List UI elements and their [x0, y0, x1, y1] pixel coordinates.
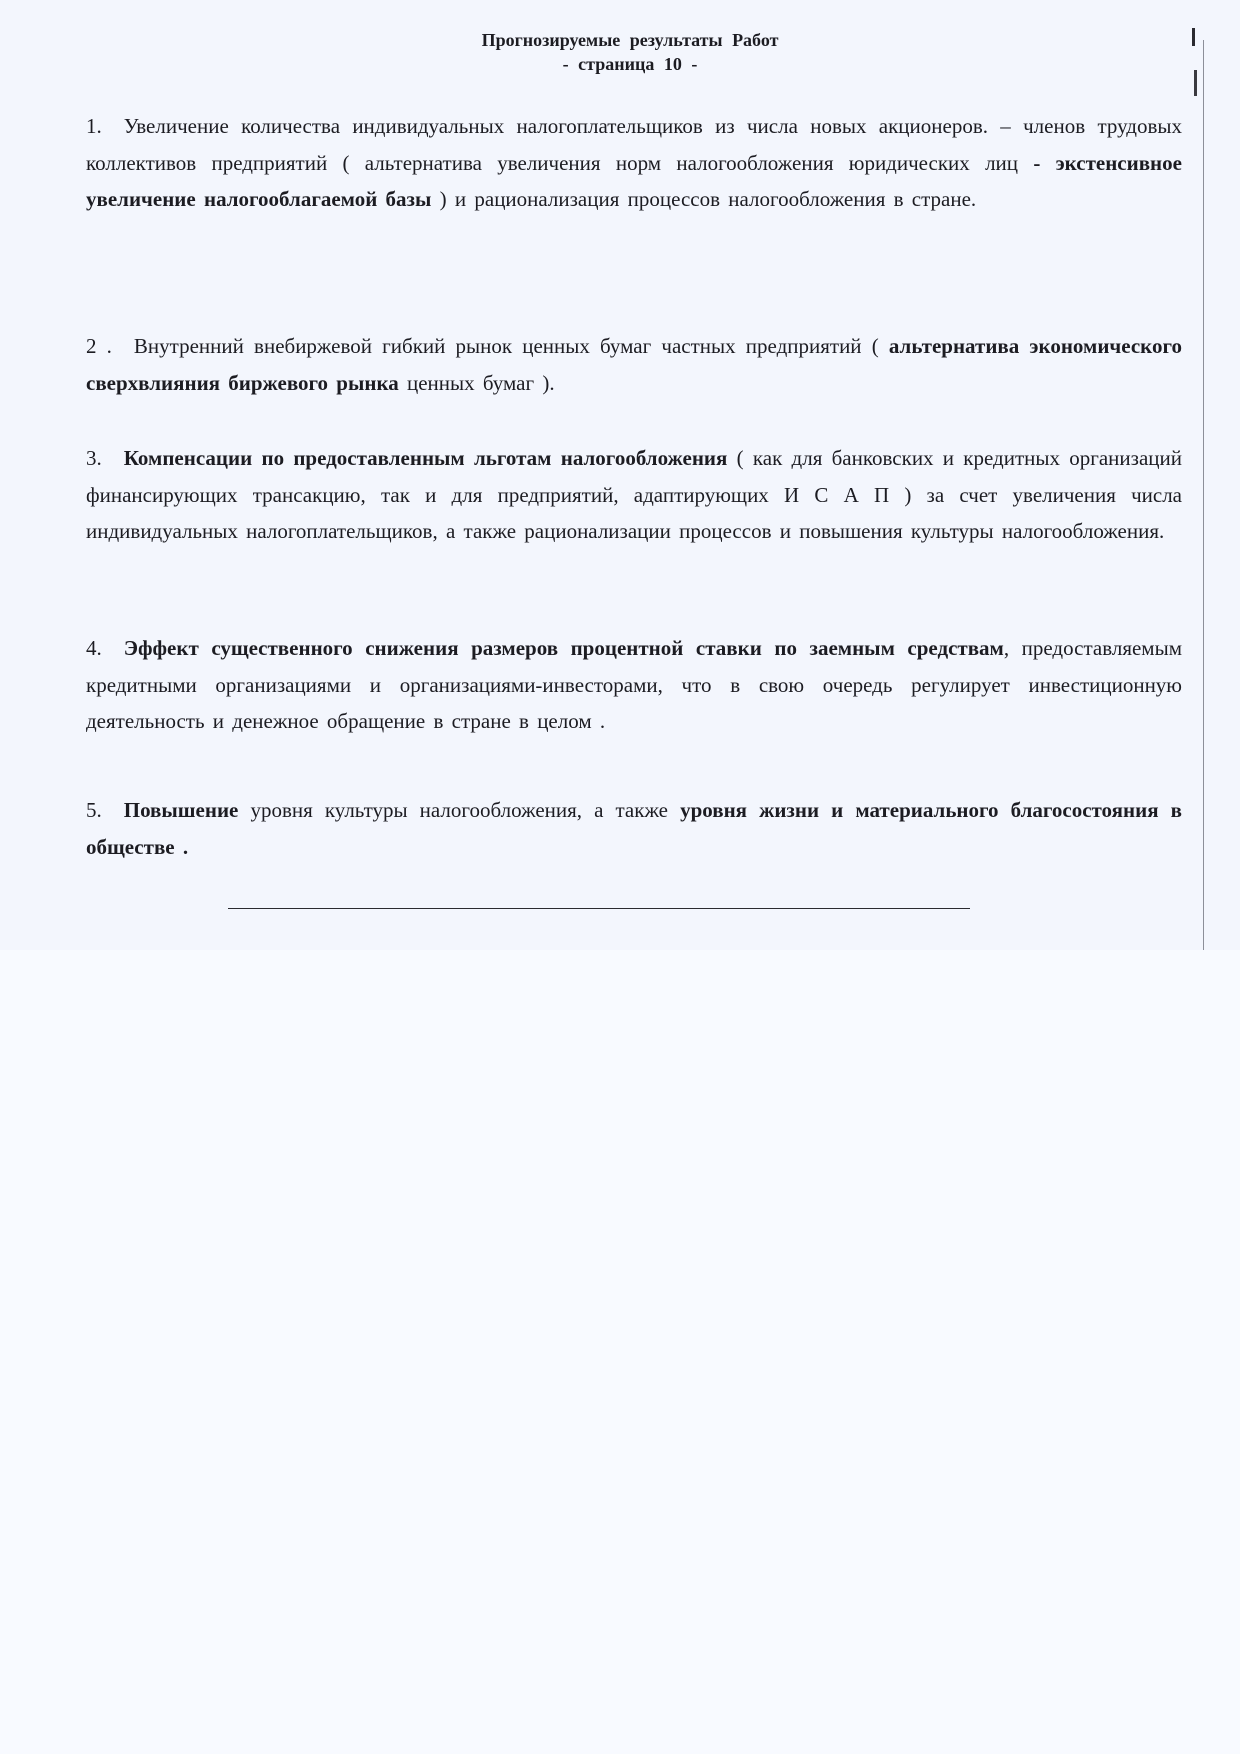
page-title: Прогнозируемые результаты Работ — [481, 30, 779, 50]
item-number: 2 . — [86, 334, 112, 358]
item-text: ( как для банковских и кредитных организаций финансирующих трансакцию, так и для предприятий, адаптирующих И С А П ) за счет увеличения числа индивидуальных налогоплательщиков, а также рационализации процессов и повышения культуры налогообложения. — [86, 446, 1182, 543]
item-emphasis: Компенсации по предоставленным льготам налогообложения — [123, 446, 728, 470]
result-item-2 — [86, 328, 1182, 401]
scan-mark — [1192, 28, 1195, 46]
result-item-4 — [86, 630, 1182, 740]
item-text: Увеличение количества индивидуальных налогоплательщиков из числа новых акционеров. – членов трудовых коллективов предприятий ( альтернатива увеличения норм налогообложения юридических лиц — [86, 114, 1182, 175]
result-item-5 — [86, 792, 1182, 865]
item-text: Внутренний внебиржевой гибкий рынок ценных бумаг частных предприятий ( — [133, 334, 889, 358]
item-text: ценных бумаг ). — [398, 370, 555, 395]
item-emphasis: уровня жизни и материального благосостояния в обществе . — [86, 798, 1182, 859]
item-text: уровня культуры налогообложения, а также — [238, 798, 681, 822]
scan-mark — [1194, 70, 1197, 96]
closing-rule — [228, 908, 970, 909]
item-text: ) и рационализация процессов налогообложения в стране. — [431, 187, 977, 211]
item-emphasis: Повышение — [123, 798, 239, 822]
item-text: , предоставляемым кредитными организациями и организациями-инвесторами, что в свою очередь регулирует инвестиционную деятельность и денежное обращение в стране в целом . — [86, 636, 1182, 733]
item-number: 5. — [86, 798, 102, 822]
item-number: 3. — [86, 446, 102, 470]
item-number: 4. — [86, 636, 102, 660]
item-number: 1. — [86, 114, 102, 138]
item-emphasis: альтернатива экономического сверхвлияния биржевого рынка — [86, 334, 1182, 395]
item-emphasis: - экстенсивное увеличение налогооблагаемой базы — [86, 150, 1182, 211]
page-number: - страница 10 - — [562, 54, 698, 74]
item-emphasis: Эффект существенного снижения размеров процентной ставки по заемным средствам — [123, 636, 1004, 660]
page-fold-edge — [1203, 40, 1204, 950]
page-header — [400, 28, 860, 76]
result-item-3 — [86, 440, 1182, 550]
result-item-1 — [86, 108, 1182, 218]
